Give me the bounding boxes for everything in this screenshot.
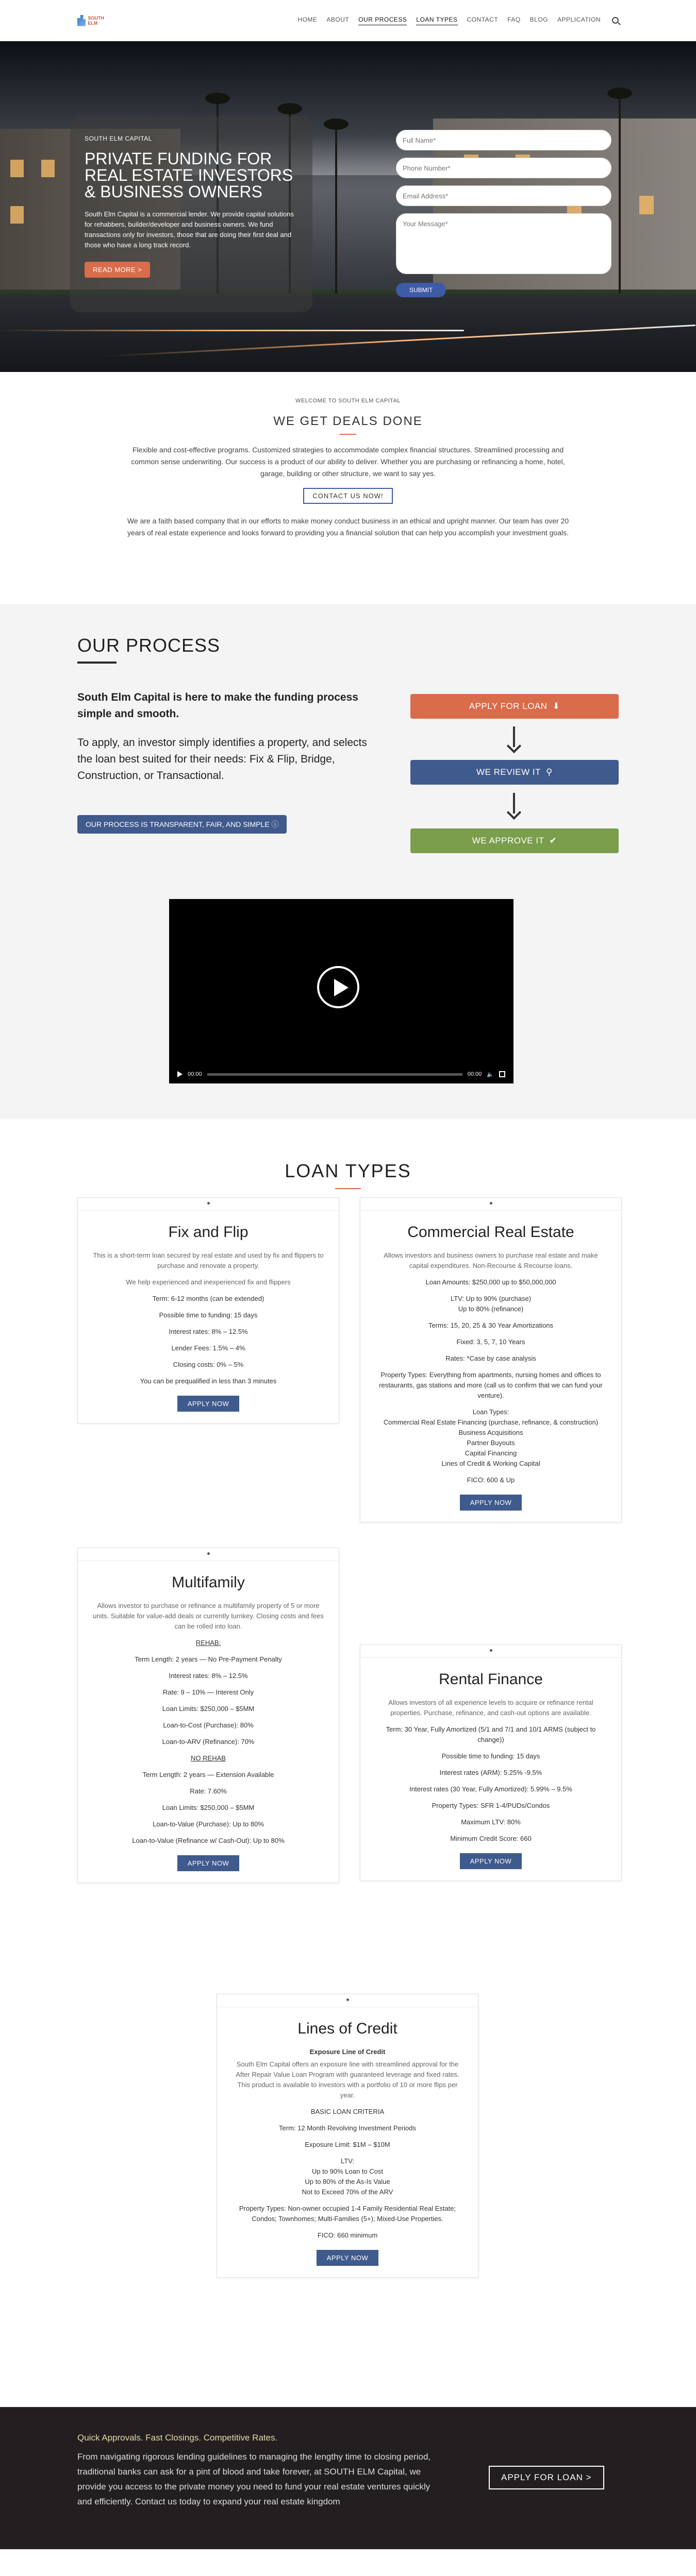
card-dot-icon	[346, 1998, 349, 2001]
card-line: Maximum LTV: 80%	[461, 1818, 521, 1826]
card-line: Loan Amounts: $250,000 up to $50,000,000	[425, 1278, 556, 1286]
hero-window	[639, 196, 654, 214]
apply-now-button[interactable]: APPLY NOW	[460, 1495, 522, 1511]
apply-now-button[interactable]: APPLY NOW	[460, 1853, 522, 1869]
card-title: Rental Finance	[439, 1671, 543, 1688]
submit-button[interactable]: SUBMIT	[396, 283, 446, 297]
about-paragraph: Flexible and cost-effective programs. Customized strategies to accommodate complex financial structures. Streamlined processing and common sense underwriting. Our success is a product of our ability to deliver. Whether you are purchasing or refinancing a home, hotel, garage, building or other structure, we want to say yes.	[131, 446, 565, 478]
card-title: Lines of Credit	[297, 2020, 397, 2037]
fullscreen-icon[interactable]	[499, 1071, 505, 1077]
download-icon: ⬇	[552, 701, 560, 711]
card-line: Allows investors and business owners to purchase real estate and make capital expenditures. Non-Recourse & Recourse loans.	[384, 1251, 598, 1269]
card-line: Term: 12 Month Revolving Investment Periods	[279, 2124, 416, 2132]
card-line: South Elm Capital offers an exposure line with streamlined approval for the After Repair Value Loan Program with guaranteed leverage and fixed rates. This product is available to investors with a portfolio of 10 or more flips per year.	[236, 2060, 459, 2099]
card-line: BASIC LOAN CRITERIA	[310, 2108, 385, 2115]
hero-window	[41, 160, 55, 177]
card-line: Interest rates (30 Year, Fully Amortized): 5.99% – 9.5%	[409, 1785, 572, 1793]
we-review-it-step[interactable]	[410, 760, 619, 785]
card-line: Term Length: 2 years — No Pre-Payment Penalty	[135, 1655, 282, 1663]
step-label: WE REVIEW IT	[476, 767, 541, 777]
fix-flip-card	[77, 1197, 339, 1423]
card-dot-icon	[490, 1202, 492, 1205]
nav-our-process[interactable]: OUR PROCESS	[358, 16, 407, 25]
card-line: Fixed: 3, 5, 7, 10 Years	[456, 1338, 525, 1346]
apply-now-button[interactable]: APPLY NOW	[177, 1396, 240, 1412]
nav-contact[interactable]: CONTACT	[467, 16, 499, 23]
card-line: Interest rates: 8% – 12.5%	[169, 1672, 248, 1680]
about-paragraph-faith: We are a faith based company that in our efforts to make money conduct business in an ethical and upright manner. Our team has over 20 years of real estate experience and looks forward to providing you a financial solution that can help you accomplish your investment goals.	[127, 517, 569, 537]
hero-text-box	[70, 116, 312, 312]
card-line: NO REHAB	[191, 1754, 226, 1762]
hero-text: South Elm Capital is a commercial lender. We provide capital solutions for rehabbers, builder/developer and business owners. We fund transactions only for investors, those that are doing their first deal and those who have a long track record.	[85, 210, 294, 249]
apply-for-loan-step[interactable]	[410, 694, 619, 719]
apply-for-loan-button[interactable]: APPLY FOR LOAN >	[489, 2466, 604, 2489]
hero-window	[10, 206, 24, 224]
title-divider	[340, 434, 356, 435]
card-line: Not to Exceed 70% of the ARV	[302, 2188, 393, 2196]
card-dot-icon	[490, 1649, 492, 1652]
rental-finance-card	[360, 1645, 622, 1881]
card-line: We help experienced and inexperienced fix and flippers	[126, 1278, 291, 1286]
process-badge[interactable]	[77, 815, 287, 834]
multifamily-card	[77, 1548, 339, 1883]
card-line: This is a short-term loan secured by real estate and used by fix and flippers to purchase and renovate a property.	[93, 1251, 324, 1269]
volume-icon[interactable]: 🔈	[487, 1071, 494, 1078]
video-controls	[177, 1069, 505, 1079]
nav-about[interactable]: ABOUT	[326, 16, 350, 23]
commercial-card	[360, 1197, 622, 1522]
search-icon: ⚲	[546, 767, 553, 777]
card-line: Lines of Credit & Working Capital	[441, 1460, 540, 1467]
card-line: FICO: 660 minimum	[317, 2231, 378, 2239]
video-progress-bar[interactable]	[207, 1073, 462, 1076]
card-line: Up to 80% of the As-Is Value	[305, 2178, 390, 2185]
card-line: Exposure Line of Credit	[309, 2048, 386, 2056]
nav-application[interactable]: APPLICATION	[557, 16, 601, 23]
apply-now-button[interactable]: APPLY NOW	[177, 1855, 240, 1871]
card-line: Commercial Real Estate Financing (purchase, refinance, & construction)	[383, 1418, 599, 1426]
site-logo[interactable]	[77, 13, 108, 28]
card-line: Rate: 9 – 10% — Interest Only	[162, 1688, 254, 1696]
card-line: Possible time to funding: 15 days	[441, 1752, 540, 1760]
card-title: Commercial Real Estate	[407, 1224, 574, 1241]
cta-title: Quick Approvals. Fast Closings. Competitive Rates.	[77, 2433, 278, 2443]
card-line: Exposure Limit: $1M – $10M	[305, 2141, 390, 2148]
card-line: Loan Limits: $250,000 – $5MM	[162, 1804, 255, 1811]
phone-field[interactable]	[396, 158, 611, 178]
info-icon: ⓘ	[271, 820, 279, 828]
process-title: OUR PROCESS	[77, 635, 221, 656]
card-line: Loan-to-ARV (Refinance): 70%	[162, 1738, 255, 1745]
card-line: Loan Limits: $250,000 – $5MM	[162, 1705, 255, 1713]
hero-eyebrow: SOUTH ELM CAPITAL	[85, 135, 152, 142]
video-current-time: 00:00	[188, 1071, 202, 1077]
about-title: WE GET DEALS DONE	[273, 414, 423, 428]
card-line: Allows investor to purchase or refinance a multifamily property of 5 or more units. Suitable for value-add deals or currently turnkey. Closing costs and fees can be rolled into loan.	[93, 1602, 324, 1630]
card-line: You can be prequalified in less than 3 minutes	[140, 1377, 277, 1385]
step-label: WE APPROVE IT	[472, 836, 544, 845]
process-text: To apply, an investor simply identifies a property, and selects the loan best suited for their needs: Fix & Flip, Bridge, Construction, or Transactional.	[77, 737, 367, 782]
card-line: Minimum Credit Score: 660	[450, 1835, 532, 1842]
card-line: Up to 80% (refinance)	[458, 1305, 524, 1313]
palm-tree	[335, 124, 337, 294]
card-line: Business Acquisitions	[458, 1429, 523, 1436]
nav-faq[interactable]: FAQ	[507, 16, 521, 23]
card-dot-icon	[207, 1552, 210, 1555]
card-line: Interest rates (ARM): 5.25% -9.5%	[439, 1769, 542, 1776]
card-line: Terms: 15, 20, 25 & 30 Year Amortizations	[428, 1321, 554, 1329]
card-line: Loan-to-Value (Purchase): Up to 80%	[153, 1820, 264, 1828]
card-line: Property Types: Everything from apartments, nursing homes and offices to restaurants, gas stations and more (call us to confirm that we can fund your venture).	[379, 1371, 603, 1399]
card-line: REHAB:	[195, 1639, 221, 1647]
search-icon[interactable]	[612, 17, 619, 24]
palm-tree	[619, 93, 621, 294]
card-line: Allows investors of all experience levels to acquire or refinance rental properties. Purchase, refinance, and cash-out options are available.	[388, 1699, 593, 1717]
card-line: Term: 30 Year, Fully Amortized (5/1 and 7/1 and 10/1 ARMS (subject to change))	[386, 1725, 596, 1743]
footer-widgets	[0, 2549, 696, 2576]
logo-text: SOUTH ELM	[88, 15, 104, 26]
full-name-field[interactable]	[396, 130, 611, 150]
hero-section	[0, 41, 696, 372]
video-player[interactable]	[169, 899, 513, 1083]
lines-of-credit-card	[217, 1994, 478, 2278]
card-title: Multifamily	[172, 1574, 245, 1591]
card-line: Up to 90% Loan to Cost	[311, 2167, 384, 2175]
card-line: Rate: 7.60%	[190, 1787, 227, 1795]
card-line: FICO: 600 & Up	[467, 1476, 515, 1484]
arrow-down-icon	[508, 726, 520, 753]
card-line: Loan Types:	[472, 1408, 509, 1416]
card-line: Term: 6-12 months (can be extended)	[152, 1295, 264, 1302]
loan-types-section	[0, 1119, 696, 2407]
card-line: Possible time to funding: 15 days	[159, 1311, 258, 1319]
play-icon[interactable]	[317, 966, 359, 1008]
light-streak	[0, 330, 464, 331]
card-line: Term Length: 2 years — Extension Available	[142, 1771, 274, 1778]
card-line: Rates: *Case by case analysis	[445, 1354, 536, 1362]
hero-window	[10, 160, 24, 177]
card-line: LTV:	[340, 2157, 354, 2165]
message-field[interactable]	[396, 213, 611, 274]
check-icon: ✔	[549, 836, 557, 845]
nav-home[interactable]: HOME	[297, 16, 318, 23]
card-line: Capital Financing	[465, 1449, 517, 1457]
process-badge-label: OUR PROCESS IS TRANSPARENT, FAIR, AND SIMPLE	[86, 820, 270, 828]
arrow-down-icon	[508, 793, 520, 820]
cta-section	[0, 2407, 696, 2549]
we-approve-it-step[interactable]	[410, 828, 619, 853]
card-title: Fix and Flip	[168, 1224, 248, 1241]
step-label: APPLY FOR LOAN	[469, 701, 548, 711]
about-eyebrow: WELCOME TO SOUTH ELM CAPITAL	[295, 398, 401, 404]
card-line: Property Types: Non-owner occupied 1-4 Family Residential Real Estate; Condos; Townhomes; Multi-Families (5+); Mixed-Use Properties.	[239, 2205, 456, 2223]
process-title-bar	[77, 662, 117, 664]
read-more-button[interactable]: READ MORE >	[85, 262, 150, 278]
building-logo-icon	[77, 15, 86, 26]
card-line: Lender Fees: 1.5% – 4%	[171, 1344, 245, 1352]
card-line: Partner Buyouts	[467, 1439, 515, 1447]
apply-now-button[interactable]: APPLY NOW	[317, 2250, 379, 2266]
contact-form	[396, 130, 611, 297]
video-duration: 00:00	[467, 1071, 482, 1077]
email-field[interactable]	[396, 185, 611, 206]
card-line: Interest rates: 8% – 12.5%	[169, 1328, 248, 1335]
cta-text: From navigating rigorous lending guidelines to managing the lengthy time to closing period, traditional banks can ask for a pint of blood and take forever, at SOUTH ELM Capital, we provide you access to the private money you need to fund your real estate ventures quickly and efficiently. Contact us today to expand your real estate kingdom	[77, 2452, 431, 2506]
loan-types-title: LOAN TYPES	[285, 1160, 411, 1181]
nav-loan-types[interactable]: LOAN TYPES	[416, 16, 457, 25]
main-nav	[297, 16, 619, 25]
contact-us-button[interactable]: CONTACT US NOW!	[303, 488, 392, 504]
hero-title: PRIVATE FUNDING FOR REAL ESTATE INVESTORS & BUSINESS OWNERS	[85, 149, 293, 201]
card-line: Closing costs: 0% – 5%	[173, 1361, 244, 1368]
card-dot-icon	[207, 1202, 210, 1205]
about-section	[0, 372, 696, 604]
card-line: Loan-to-Value (Refinance w/ Cash-Out): Up to 80%	[132, 1837, 285, 1844]
site-header	[0, 0, 696, 41]
card-line: Loan-to-Cost (Purchase): 80%	[163, 1721, 254, 1729]
loan-types-divider	[335, 1188, 361, 1189]
process-lead: South Elm Capital is here to make the funding process simple and smooth.	[77, 691, 358, 720]
play-button-icon[interactable]	[177, 1071, 183, 1077]
nav-blog[interactable]: BLOG	[529, 16, 549, 23]
card-line: LTV: Up to 90% (purchase)	[450, 1295, 532, 1302]
card-line: Property Types: SFR 1-4/PUDs/Condos	[432, 1802, 550, 1809]
process-section	[0, 604, 696, 1119]
